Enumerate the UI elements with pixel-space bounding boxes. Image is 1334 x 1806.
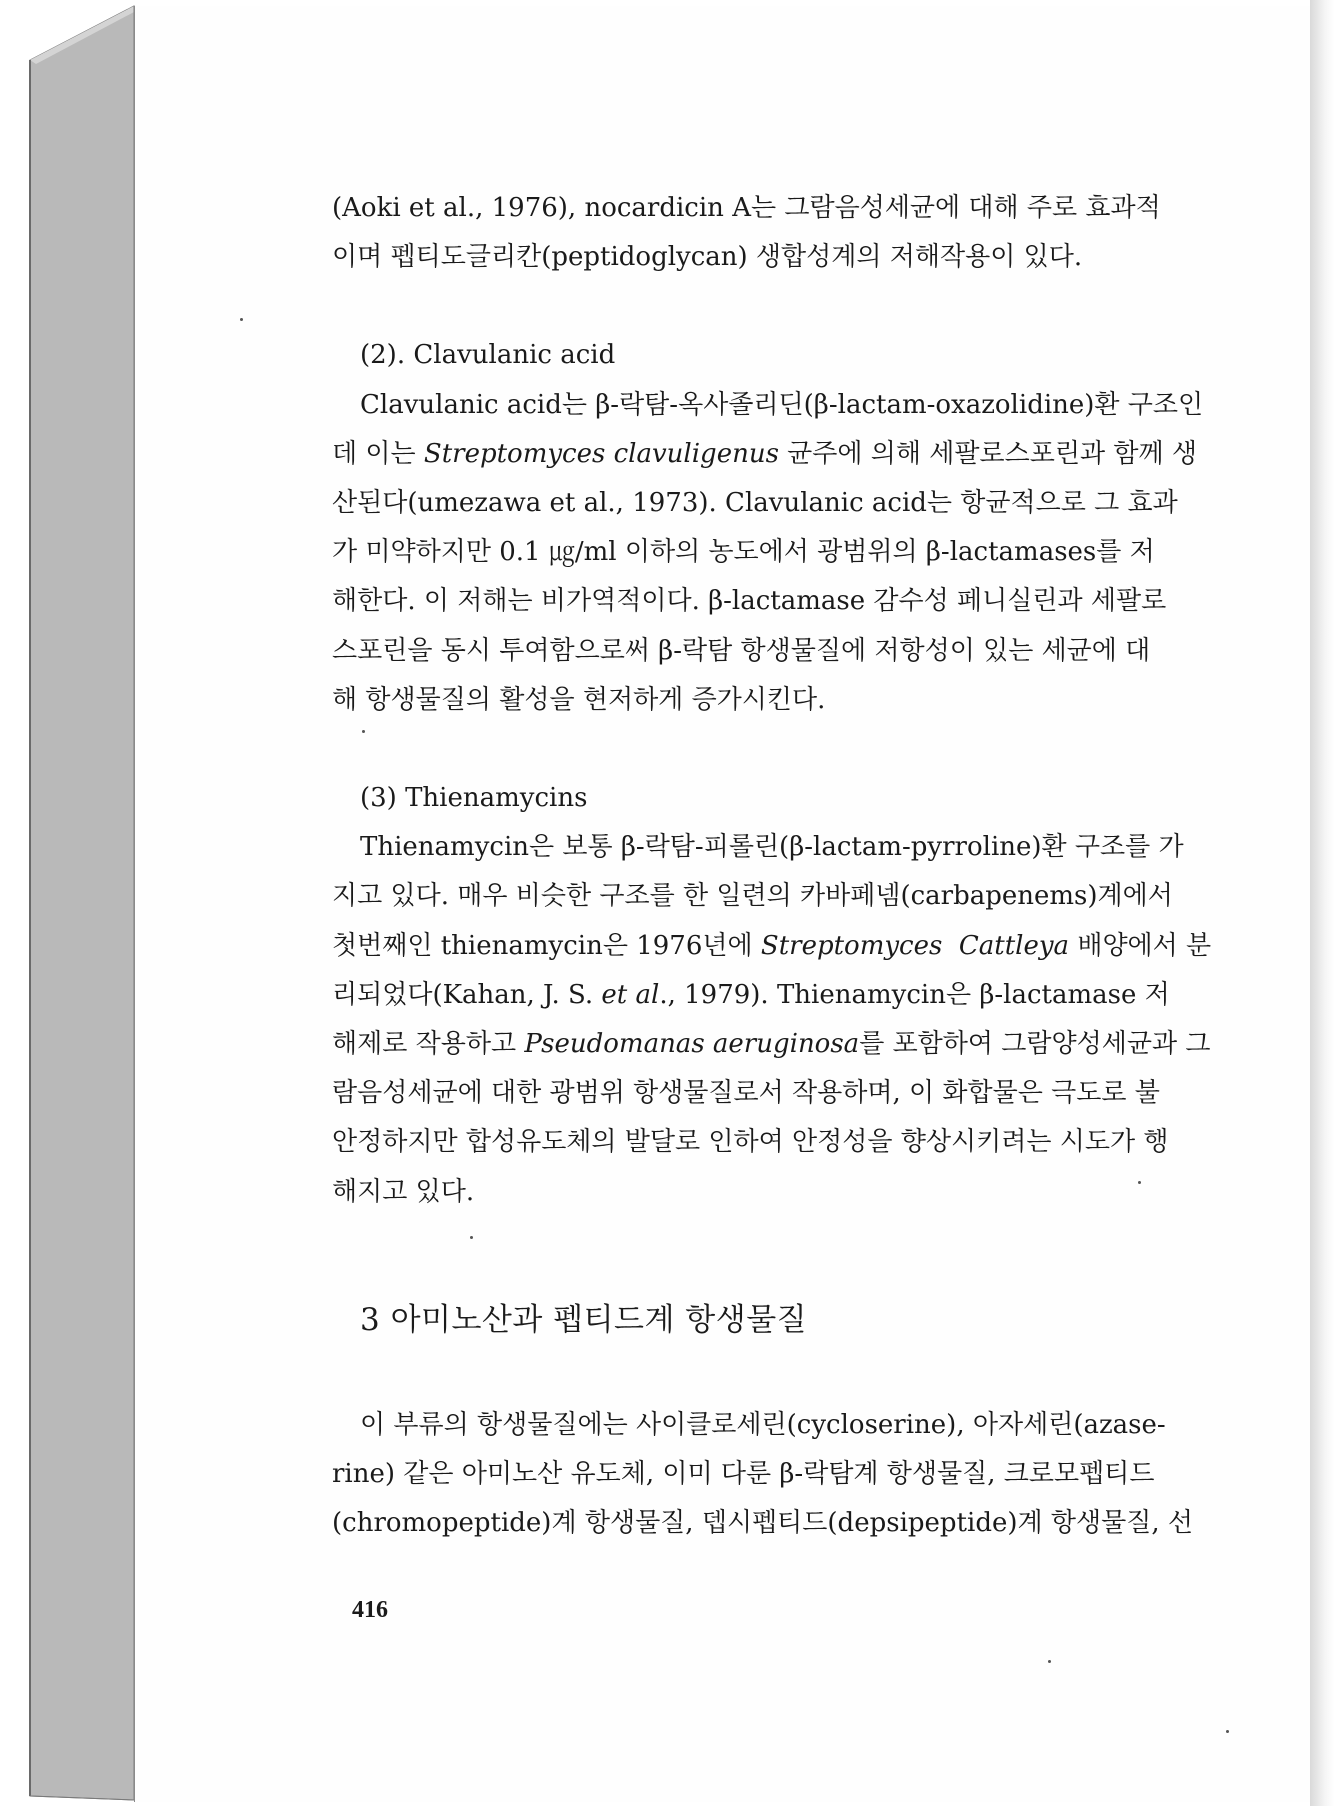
text-line: Thienamycin은 보통 β-락탐-피롤린(β-lactam-pyrroline)환 구조를 가: [360, 832, 1184, 863]
text-line: 안정하지만 합성유도체의 발달로 인하여 안정성을 향상시키려는 시도가 행: [332, 1127, 1169, 1158]
text-line: 이 부류의 항생물질에는 사이클로세린(cycloserine), 아자세린(azase-: [360, 1409, 1166, 1440]
paragraph-amino-acid: [332, 1401, 1208, 1549]
text-line: 람음성세균에 대한 광범위 항생물질로서 작용하며, 이 화합물은 극도로 불: [332, 1078, 1160, 1109]
paragraph-thienamycins: [332, 823, 1212, 1217]
text-line: 해 항생물질의 활성을 현저하게 증가시킨다.: [332, 684, 826, 715]
section-heading-thienamycins: (3) Thienamycins: [360, 783, 588, 814]
print-speck: [1226, 1730, 1229, 1733]
text-line: Clavulanic acid는 β-락탐-옥사졸리딘(β-lactam-oxazolidine)환 구조인: [360, 389, 1204, 420]
section-heading-clavulanic: (2). Clavulanic acid: [360, 340, 616, 371]
text-line: 리되었다(Kahan, J. S. et al., 1979). Thienamycin은 β-lactamase 저: [332, 979, 1170, 1010]
text-line: 지고 있다. 매우 비슷한 구조를 한 일련의 카바페넴(carbapenems)계에서: [332, 881, 1173, 912]
text-line: 해지고 있다.: [332, 1176, 475, 1207]
text-line: (Aoki et al., 1976), nocardicin A는 그람음성세균에 대해 주로 효과적: [332, 193, 1161, 223]
paragraph-clavulanic: [332, 381, 1208, 725]
text-line: 해제로 작용하고 Pseudomanas aeruginosa를 포함하여 그람양성세균과 그: [332, 1029, 1211, 1060]
text-line: rine) 같은 아미노산 유도체, 이미 다룬 β-락탐계 항생물질, 크로모펩티드: [332, 1459, 1155, 1490]
page-edge-shadow: [1310, 0, 1334, 1806]
text-line: 데 이는 Streptomyces clavuligenus 균주에 의해 세팔로스포린과 함께 생: [332, 438, 1197, 469]
paragraph-nocardicin: [332, 184, 1208, 282]
text-line: 산된다(umezawa et al., 1973). Clavulanic acid는 항균적으로 그 효과: [332, 488, 1178, 519]
text-line: 이며 펩티도글리칸(peptidoglycan) 생합성계의 저해작용이 있다.: [332, 242, 1083, 273]
text-line: (chromopeptide)계 항생물질, 뎁시펩티드(depsipeptide)계 항생물질, 선: [332, 1508, 1193, 1539]
print-speck: [240, 318, 243, 321]
print-speck: [1048, 1660, 1051, 1663]
text-line: 가 미약하지만 0.1 ㎍/ml 이하의 농도에서 광범위의 β-lactamases를 저: [332, 537, 1155, 568]
text-line: 첫번째인 thienamycin은 1976년에 Streptomyces Cattleya 배양에서 분: [332, 930, 1212, 961]
text-line: 해한다. 이 저해는 비가역적이다. β-lactamase 감수성 페니실린과 세팔로: [332, 586, 1167, 617]
chapter-heading: 3 아미노산과 펩티드계 항생물질: [360, 1301, 808, 1338]
text-line: 스포린을 동시 투여함으로써 β-락탐 항생물질에 저항성이 있는 세균에 대: [332, 635, 1151, 666]
page-number: 416: [352, 1597, 388, 1623]
page-content: [332, 184, 1212, 1548]
